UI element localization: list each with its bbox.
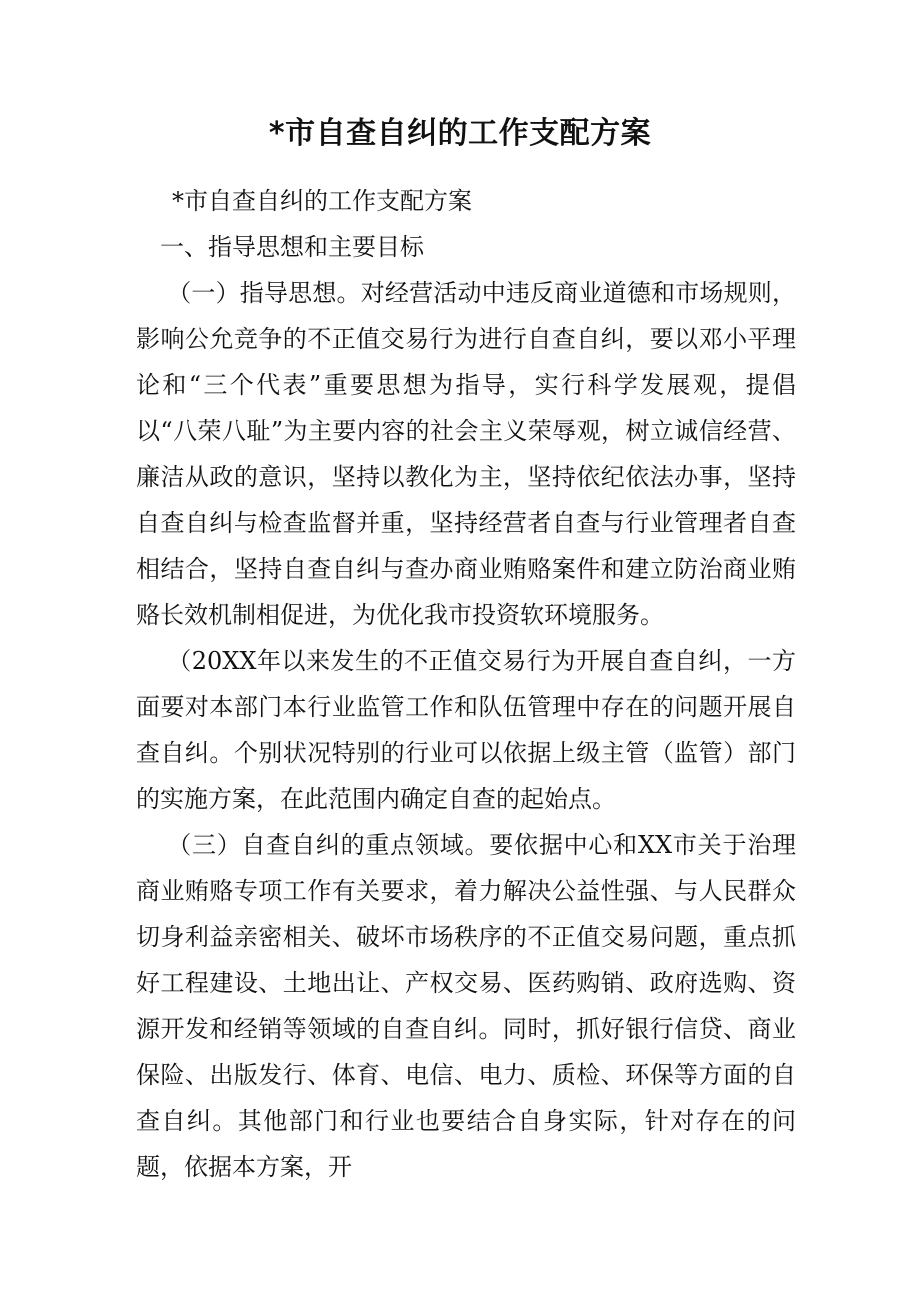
document-subtitle: *市自查自纠的工作支配方案 [172, 187, 472, 215]
paragraph-key-areas: （三）自查自纠的重点领域。要依据中心和XX市关于治理商业贿赂专项工作有关要求，着力解决公益性强、与人民群众切身利益亲密相关、破坏市场秩序的不正值交易问题，重点抓好工程建设、土地出让、产权交易、医药购销、政府选购、资源开发和经销等领域的自查自纠。同时，抓好银行信贷、商业保险、出版发行、体育、电信、电力、质检、环保等方面的自查自纠。其他部门和行业也要结合自身实际，针对存在的问题，依据本方案，开 [136, 831, 796, 1181]
document-title: *市自查自纠的工作支配方案 [268, 116, 652, 151]
paragraph-scope: （20XX年以来发生的不正值交易行为开展自查自纠，一方面要对本部门本行业监管工作和队伍管理中存在的问题开展自查自纠。个别状况特别的行业可以依据上级主管（监管）部门的实施方案，在此范围内确定自查的起始点。 [136, 647, 796, 813]
document-body [136, 178, 796, 1190]
section-heading: 一、指导思想和主要目标 [160, 233, 424, 261]
paragraph-guiding-thought: （一）指导思想。对经营活动中违反商业道德和市场规则，影响公允竞争的不正值交易行为进行自查自纠，要以邓小平理论和“三个代表”重要思想为指导，实行科学发展观，提倡以“八荣八耻”为主要内容的社会主义荣辱观，树立诚信经营、廉洁从政的意识，坚持以教化为主，坚持依纪依法办事，坚持自查自纠与检查监督并重，坚持经营者自查与行业管理者自查相结合，坚持自查自纠与查办商业贿赂案件和建立防治商业贿赂长效机制相促进，为优化我市投资软环境服务。 [136, 279, 796, 629]
